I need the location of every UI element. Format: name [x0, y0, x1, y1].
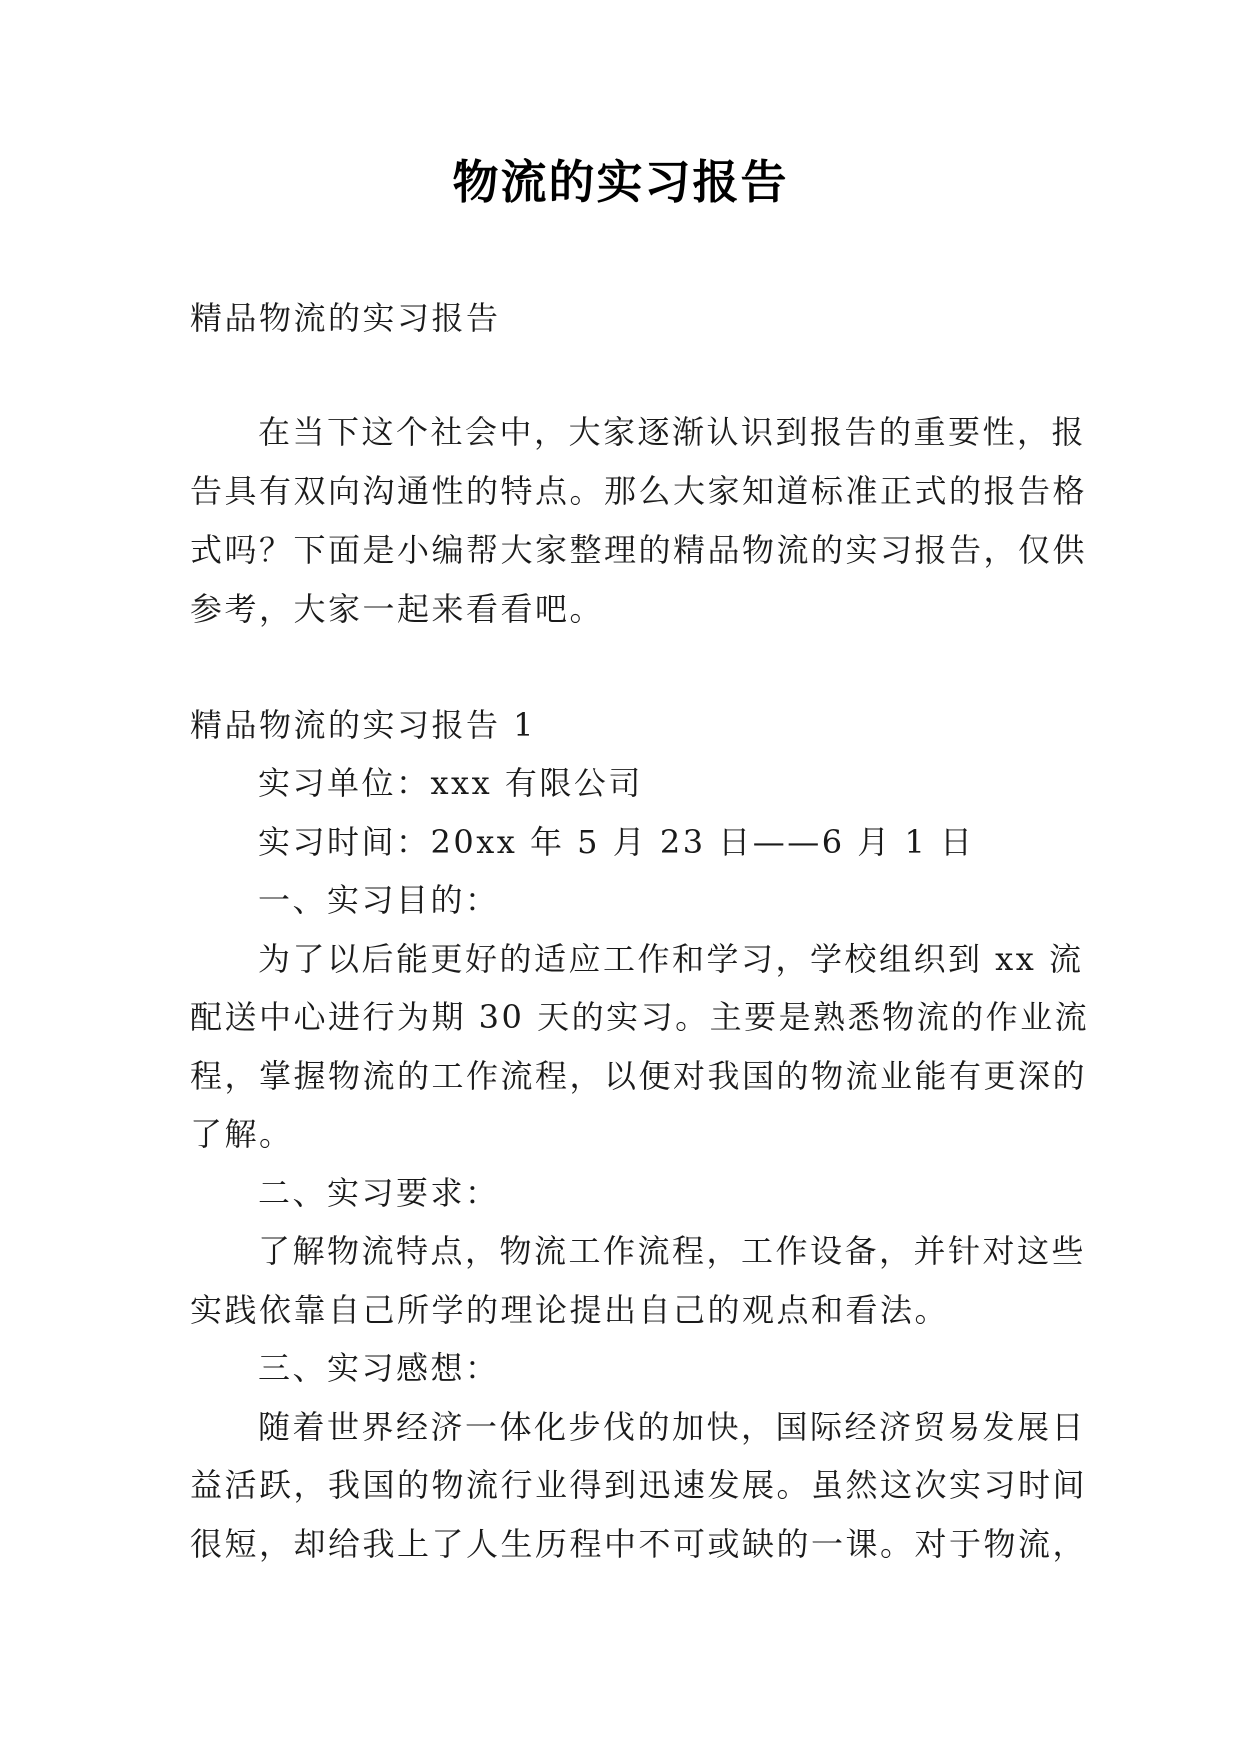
- subtitle-line: 精品物流的实习报告: [190, 299, 501, 337]
- section-heading-1: 精品物流的实习报告 1: [190, 706, 537, 744]
- purpose-line-2: 配送中心进行为期 30 天的实习。主要是熟悉物流的作业流: [190, 998, 1090, 1036]
- internship-time-line: 实习时间：20xx 年 5 月 23 日——6 月 1 日: [258, 823, 975, 861]
- purpose-line-3: 程，掌握物流的工作流程，以便对我国的物流业能有更深的: [190, 1057, 1088, 1095]
- internship-unit-line: 实习单位：xxx 有限公司: [258, 764, 643, 802]
- intro-line-2: 告具有双向沟通性的特点。那么大家知道标准正式的报告格: [190, 472, 1088, 510]
- reflections-heading: 三、实习感想：: [258, 1349, 500, 1387]
- requirements-line-2: 实践依靠自己所学的理论提出自己的观点和看法。: [190, 1291, 950, 1329]
- purpose-line-4: 了解。: [190, 1115, 294, 1153]
- requirements-line-1: 了解物流特点，物流工作流程，工作设备，并针对这些: [258, 1232, 1087, 1270]
- reflections-line-1: 随着世界经济一体化步伐的加快，国际经济贸易发展日: [258, 1408, 1087, 1446]
- reflections-line-2: 益活跃，我国的物流行业得到迅速发展。虽然这次实习时间: [190, 1466, 1088, 1504]
- document-title: 物流的实习报告: [452, 155, 789, 209]
- purpose-heading: 一、实习目的：: [258, 881, 500, 919]
- intro-line-4: 参考，大家一起来看看吧。: [190, 590, 605, 628]
- intro-line-1: 在当下这个社会中，大家逐渐认识到报告的重要性，报: [258, 413, 1087, 451]
- intro-line-3: 式吗？下面是小编帮大家整理的精品物流的实习报告，仅供: [190, 531, 1088, 569]
- reflections-line-3: 很短，却给我上了人生历程中不可或缺的一课。对于物流，: [190, 1525, 1088, 1563]
- requirements-heading: 二、实习要求：: [258, 1174, 500, 1212]
- purpose-line-1: 为了以后能更好的适应工作和学习，学校组织到 xx 流: [258, 940, 1084, 978]
